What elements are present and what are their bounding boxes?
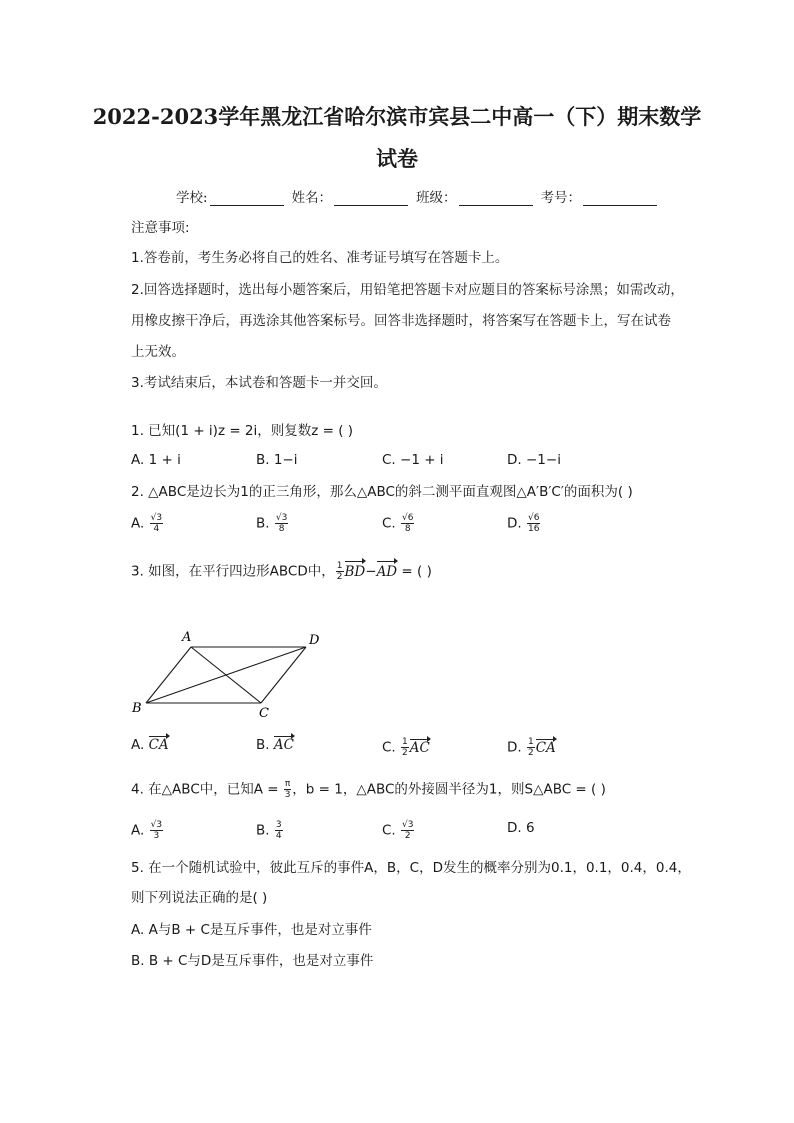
q4-option-b <box>256 820 284 841</box>
q4-pi-fraction <box>284 779 291 800</box>
note-item-1: 1.答卷前，考生务必将自己的姓名、准考证号填写在答题卡上。 <box>131 250 509 266</box>
q4-pi-num: π <box>284 779 291 789</box>
q1-option-d: D. −1−i <box>507 452 561 468</box>
q3-b-vector: AC <box>273 737 294 753</box>
q4-a-den: 3 <box>153 831 160 841</box>
q3-c-half <box>401 737 409 758</box>
q2-a-label: A. <box>131 515 145 532</box>
name-label: 姓名： <box>291 190 333 206</box>
q3-c-label: C. <box>382 739 396 756</box>
class-blank <box>459 191 533 206</box>
vertex-b-label: B <box>132 701 142 716</box>
q4-c-label: C. <box>382 822 396 839</box>
q3-c-half-den: 2 <box>402 748 408 758</box>
school-blank <box>210 191 284 206</box>
question-5-stem-line1: 5. 在一个随机试验中，彼此互斥的事件A，B，C，D发生的概率分别为0.1，0.1，0.4，0.4， <box>131 860 691 876</box>
q3-option-b <box>256 737 294 753</box>
diagonal-bd <box>146 647 306 703</box>
q2-d-label: D. <box>507 515 522 532</box>
q2-c-den: 8 <box>404 524 411 534</box>
school-field <box>176 186 284 206</box>
q4-d-value: 6 <box>525 820 535 836</box>
q3-option-a <box>131 737 169 753</box>
q4-option-d <box>507 820 535 836</box>
q1-option-c: C. −1 + i <box>382 452 444 468</box>
q4-stem-suffix: ，b = 1，△ABC的外接圆半径为1，则S△ABC = ( ) <box>292 781 606 798</box>
q4-pi-den: 3 <box>284 790 291 800</box>
q3-stem-half-num: 1 <box>336 561 343 571</box>
note-item-3: 3.考试结束后，本试卷和答题卡一并交回。 <box>131 375 387 391</box>
q3-d-half-num: 1 <box>527 737 534 747</box>
student-info-row <box>176 186 661 206</box>
exam-number-blank <box>583 191 657 206</box>
q4-a-fraction <box>150 820 163 841</box>
q2-a-den: 4 <box>153 524 160 534</box>
q4-c-num: √3 <box>402 820 414 830</box>
q3-stem-suffix: = ( ) <box>397 563 432 580</box>
q3-c-half-num: 1 <box>402 737 408 747</box>
q3-stem-prefix: 3. 如图，在平行四边形ABCD中， <box>131 563 335 580</box>
q2-b-num: √3 <box>275 513 288 523</box>
q3-stem-half-den: 2 <box>336 572 343 582</box>
q2-a-fraction <box>150 513 163 534</box>
q4-d-label: D. <box>507 820 522 836</box>
q3-a-label: A. <box>131 737 145 753</box>
name-field <box>292 186 409 206</box>
question-4-stem <box>131 779 606 800</box>
note-item-2-line2: 用橡皮擦干净后，再选涂其他答案标号。回答非选择题时，将答案写在答题卡上，写在试卷 <box>131 313 671 329</box>
q2-option-b <box>256 513 289 534</box>
q4-a-label: A. <box>131 822 145 839</box>
q3-b-label: B. <box>256 737 270 753</box>
q4-stem-prefix: 4. 在△ABC中，已知A = <box>131 781 283 798</box>
q3-stem-vector-ad: AD <box>376 563 398 580</box>
vertex-a-label: A <box>182 630 192 645</box>
q4-option-c <box>382 820 415 841</box>
school-label: 学校: <box>176 190 208 206</box>
question-1-stem: 1. 已知(1 + i)z = 2i，则复数z = ( ) <box>131 423 354 439</box>
q3-stem-minus: − <box>365 563 377 580</box>
q1-option-a: A. 1 + i <box>131 452 181 468</box>
question-1-options <box>131 452 651 476</box>
q3-option-d <box>507 737 556 758</box>
q4-option-a <box>131 820 164 841</box>
q3-c-vector: AC <box>409 739 430 756</box>
q2-b-den: 8 <box>278 524 285 534</box>
q3-a-vector: CA <box>148 737 169 753</box>
q2-c-label: C. <box>382 515 396 532</box>
q2-b-label: B. <box>256 515 270 532</box>
q5-option-a: A. A与B + C是互斥事件，也是对立事件 <box>131 922 372 938</box>
q2-d-fraction <box>527 513 540 534</box>
q2-c-fraction <box>401 513 414 534</box>
q2-option-a <box>131 513 164 534</box>
question-4-options <box>131 820 651 844</box>
question-3-options <box>131 737 651 761</box>
note-item-2-line3: 上无效。 <box>131 344 185 360</box>
q2-option-d <box>507 513 541 534</box>
question-2-stem: 2. △ABC是边长为1的正三角形，那么△ABC的斜二测平面直观图△A′B′C′的面积为( ) <box>131 484 633 500</box>
q4-c-den: 2 <box>404 831 411 841</box>
q2-d-num: √6 <box>527 513 540 523</box>
name-blank <box>334 191 408 206</box>
parallelogram-figure <box>128 626 328 721</box>
q4-b-num: 3 <box>275 820 282 830</box>
question-2-options <box>131 513 651 537</box>
q2-option-c <box>382 513 415 534</box>
q3-d-half <box>527 737 535 758</box>
q2-d-den: 16 <box>527 524 540 534</box>
vertex-c-label: C <box>259 706 269 721</box>
question-5-stem-line2: 则下列说法正确的是( ) <box>131 890 268 906</box>
q3-d-label: D. <box>507 739 522 756</box>
class-label: 班级： <box>416 190 457 206</box>
q4-b-fraction <box>275 820 283 841</box>
exam-title: 2022-2023学年黑龙江省哈尔滨市宾县二中高一（下）期末数学 <box>92 104 702 129</box>
q4-a-num: √3 <box>150 820 163 830</box>
q3-stem-vector-bd: BD <box>344 563 366 580</box>
q2-a-num: √3 <box>150 513 163 523</box>
q3-d-half-den: 2 <box>527 748 534 758</box>
q3-option-c <box>382 737 430 758</box>
question-3-stem <box>131 561 432 582</box>
class-field <box>416 186 533 206</box>
q5-option-b: B. B + C与D是互斥事件，也是对立事件 <box>131 953 374 969</box>
vertex-d-label: D <box>309 633 320 648</box>
q4-c-fraction <box>401 820 414 841</box>
note-item-2-line1: 2.回答选择题时，选出每小题答案后，用铅笔把答题卡对应题目的答案标号涂黑；如需改动， <box>131 282 684 298</box>
q3-stem-half <box>336 561 344 582</box>
q1-option-b: B. 1−i <box>256 452 298 468</box>
q4-b-den: 4 <box>275 831 282 841</box>
q2-c-num: √6 <box>402 513 414 523</box>
q2-b-fraction <box>275 513 288 534</box>
notes-heading: 注意事项: <box>131 220 190 236</box>
exam-number-label: 考号： <box>540 190 582 206</box>
exam-title-line2: 试卷 <box>376 146 418 171</box>
exam-number-field <box>541 186 658 206</box>
q3-d-vector: CA <box>535 739 556 756</box>
q4-b-label: B. <box>256 822 270 839</box>
